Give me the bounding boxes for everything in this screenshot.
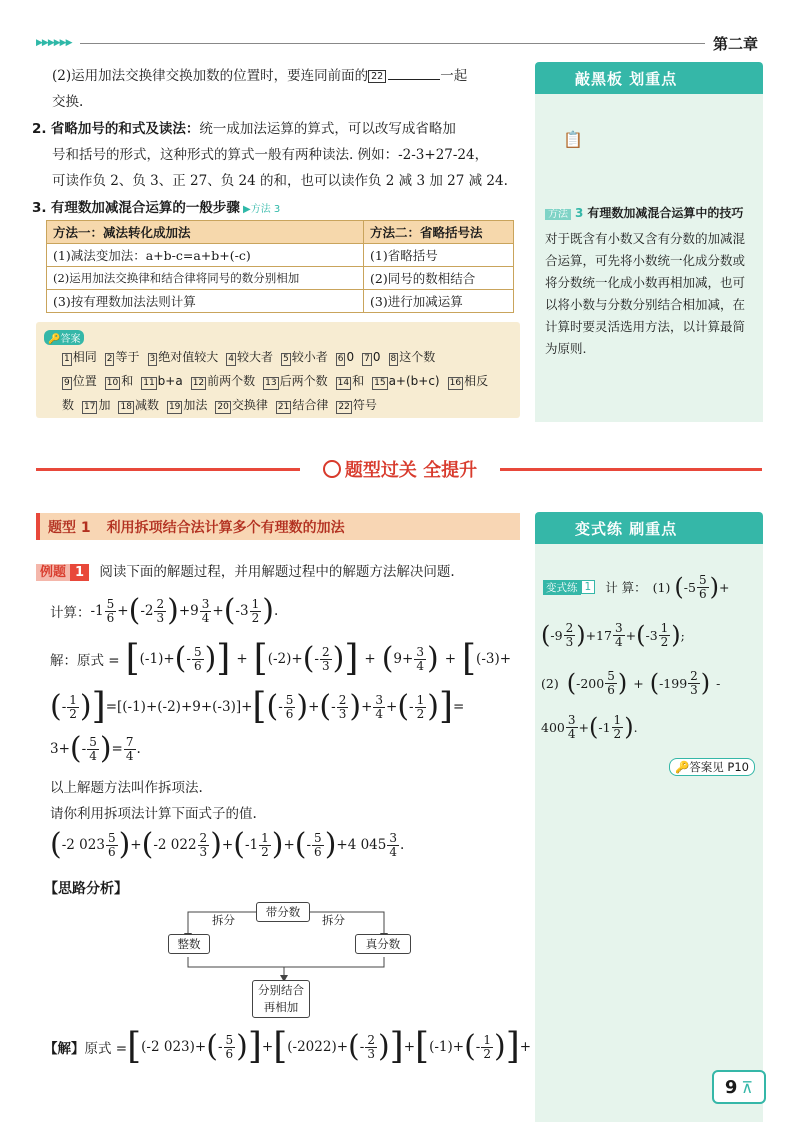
answer-item [336,372,364,390]
answer-text: 结合律 [292,398,329,412]
practice-line-3: (2) ( -200 $\frac{5}{6}$ ) + ( -199 $\frac{2}{3}$ ) - [541,668,721,697]
header-arrows: ▶▶▶▶▶▶ [36,38,72,48]
answer-item [215,396,267,414]
answer-number: 2 [106,354,113,364]
table-cell: (1)省略括号 [364,244,514,267]
table-header-2: 方法二：省略括号法 [364,221,514,244]
table-cell: (3)按有理数加法法则计算 [47,290,364,313]
math-solve-line-3: 3+ ( - $\frac{5}{4}$ ) = $\frac{7}{4}$ . [50,731,141,766]
answer-text: 减数 [134,398,159,412]
answer-number: 3 [149,354,156,364]
answer-item [448,372,488,390]
method-heading: 方法 3 有理数加减混合运算中的技巧 [545,202,753,226]
table-cell: (2)运用加法交换律和结合律将同号的数分别相加 [47,267,364,290]
flow-node-combine: 分别结合再相加 [252,980,310,1018]
compass-icon: ⊼ [741,1077,754,1097]
blank-number: 22 [368,70,386,83]
banner-line-right [500,468,762,471]
answer-text: 交换律 [231,398,268,412]
answer-item [281,348,328,366]
answer-label: 🔑答案 [44,330,84,345]
table-header-1: 方法一：减法转化成加法 [47,221,364,244]
answer-number: 8 [390,354,397,364]
answer-item [362,350,380,366]
answer-number: 6 [337,354,344,364]
answer-text: 后两个数 [279,374,328,388]
answer-text: 相反 [464,374,489,388]
flow-node-integer: 整数 [168,934,210,954]
method-body: 对于既含有小数又含有分数的加减混合运算，可先将小数统一化成分数或将分数统一化成小数再相加减，也可以将小数与分数分别结合相加减，在计算时要灵活选用方法，以计算最简为原则. [545,231,746,356]
math-solve-line-2: ( - $\frac{1}{2}$ ) ] =[(-1)+(-2)+9+(-3)]+ [ ( - $\frac{5}{6}$ ) + ( - $\frac{2}{3}$ ) + $\frac{3}{4}$ + ( - $\frac{1}{2}$ ) ] = [50,686,465,727]
section2: 2. 省略加号的和式及读法：统一成加法运算的算式，可以改写成省略加 号和括号的形式，这种形式的算式一般有两种读法. 例如：-2-3+27-24， 可读作负 2、负 3、正 27、负 24 的和，也可以读作负 2 减 3 加 27 减 24. [32,121,508,189]
answer-number: 17 [84,402,96,412]
key-icon: 🔑 [674,760,690,774]
page-number: 9 [724,1076,738,1098]
table-cell: (2)同号的数相结合 [364,267,514,290]
answer-item [191,372,255,390]
math-calc-line: 计算： -1 $\frac{5}{6}$ + ( -2 $\frac{2}{3}$ ) +9 $\frac{3}{4}$ + ( -3 $\frac{1}{2}$ ) . [50,593,279,628]
answer-item [389,348,436,366]
banner-line-left [36,468,300,471]
example-heading: 例题 1 阅读下面的解题过程，并用解题过程中的解题方法解决问题. [36,560,455,580]
answer-text: 等于 [115,350,140,364]
answer-item [62,372,97,390]
answer-box [36,322,520,418]
answer-item [62,348,97,366]
answer-text: 较小者 [291,350,328,364]
answer-text: 绝对值较大 [158,350,219,364]
answer-number: 20 [217,402,229,412]
answer-number: 12 [192,378,205,388]
answer-number: 16 [449,378,462,388]
answer-item [141,374,182,390]
answer-row [62,396,385,414]
practice-line-4: 400 $\frac{3}{4}$ + ( -1 $\frac{1}{2}$ ) . [541,712,638,741]
banner-title: 题型过关 全提升 [300,456,500,482]
answer-text: 前两个数 [207,374,256,388]
side-panel-keypoints [535,62,763,422]
answer-number: 13 [265,378,277,388]
answer-text: 0 [346,350,355,364]
answer-text: a+(b+c) [388,374,440,388]
math-solution-line: 【解】 原式 = [ (-2 023)+ ( - $\frac{5}{6}$ ) ] + [ (-2022)+ ( - $\frac{2}{3}$ ) ] + [ (-1)+ ( - $\frac{1}{2}$ ) ] + [44,1026,532,1067]
answer-item [148,348,219,366]
answer-number: 18 [120,402,132,412]
methods-table [46,220,514,313]
answer-number: 15 [374,378,386,388]
answer-number: 5 [283,354,289,364]
answer-item [167,396,207,414]
answer-item [105,348,140,366]
page-number-badge [712,1070,766,1104]
answer-number: 9 [64,378,70,388]
example-note-1: 以上解题方法叫作拆项法. [50,780,203,796]
math-solve-line-1: 解：原式 = [ (-1)+ ( - $\frac{5}{6}$ ) ] + [ (-2)+ ( - $\frac{2}{3}$ ) ] + ( 9+ $\frac{3}{4}$ ) + [ (-3)+ [50,638,512,679]
answer-number: 19 [168,402,181,412]
answer-item [336,350,354,366]
practice-heading: 变式练 1 计 算： (1) ( -5 $\frac{5}{6}$ ) + [543,572,729,602]
answer-text: 和 [121,374,134,388]
flow-edge-label-left: 拆分 [212,913,235,927]
table-cell: (1)减法变加法：a+b-c=a+b+(-c) [47,244,364,267]
answer-item [226,348,273,366]
answer-reference[interactable]: 🔑答案见 P10 [669,758,755,776]
answer-row [62,372,496,390]
header-rule [80,43,705,44]
example-note-2: 请你利用拆项法计算下面式子的值. [50,806,257,822]
answer-number: 7 [364,354,370,364]
answer-continuation: 数 [62,398,75,412]
answer-text: 相同 [72,350,97,364]
answer-text: 这个数 [399,350,436,364]
intro-item2-line2: 交换. [52,94,84,110]
answer-item [372,374,440,390]
intro-item2: (2)运用加法交换律交换加数的位置时，要连同前面的 22 一起 [52,68,468,84]
answer-text: 和 [352,374,365,388]
answer-item [263,372,327,390]
table-cell: (3)进行加减运算 [364,290,514,313]
answer-item [82,396,110,414]
answer-text: 符号 [352,398,377,412]
section3-heading: 3. 有理数加减混合运算的一般步骤 ▶方法 3 [32,200,281,216]
answer-number: 21 [277,402,290,412]
answer-number: 4 [228,354,234,364]
analysis-label: 【思路分析】 [44,881,128,897]
side-panel-title: 📋 敲黑板 划重点 [535,62,763,94]
answer-number: 11 [143,378,155,388]
answer-text: b+a [157,374,183,388]
answer-item [336,396,376,414]
answer-row [62,348,443,366]
answer-number: 22 [338,402,350,412]
answer-text: 较大者 [236,350,273,364]
answer-item [118,396,158,414]
side-panel-title: 变式练 刷重点 [535,512,763,544]
answer-item [276,396,328,414]
answer-number: 1 [64,354,70,364]
practice-line-2: ( -9 $\frac{2}{3}$ ) +17 $\frac{3}{4}$ + ( -3 $\frac{1}{2}$ ) ; [541,620,685,649]
answer-text: 加 [98,398,111,412]
board-icon: 📋 [563,130,584,149]
flow-node-proper-fraction: 真分数 [355,934,411,954]
banner-icon [323,460,341,478]
chapter-title: 第二章 [713,35,759,53]
flow-edge-label-right: 拆分 [322,913,345,927]
answer-number: 14 [337,378,350,388]
side-panel-practice [535,512,763,1122]
answer-text: 位置 [72,374,97,388]
answer-number: 10 [106,378,119,388]
math-problem-line: ( -2 023 $\frac{5}{6}$ ) + ( -2 022 $\frac{2}{3}$ ) + ( -1 $\frac{1}{2}$ ) + ( - $\frac{5}{6}$ ) +4 045 $\frac{3}{4}$ . [50,827,405,862]
answer-text: 0 [372,350,381,364]
answer-text: 加法 [183,398,208,412]
answer-item [105,372,133,390]
flow-node-mixed-number: 带分数 [256,902,310,922]
type1-header: 题型 1 利用拆项结合法计算多个有理数的加法 [36,513,520,540]
